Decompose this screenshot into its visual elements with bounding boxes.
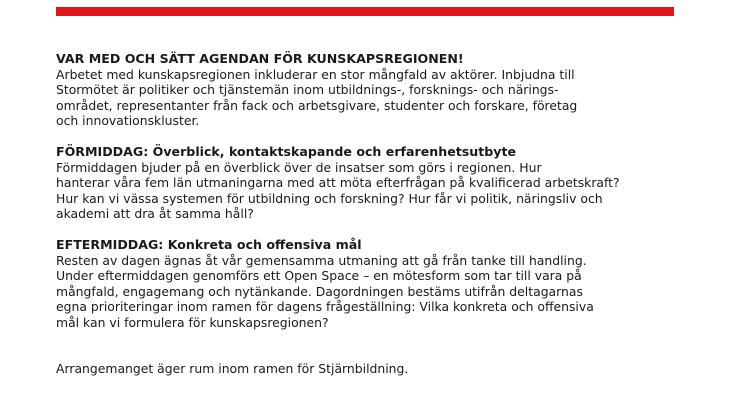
- header-red-bar: [56, 7, 674, 16]
- document-body: [56, 51, 696, 377]
- text-line: Stormötet är politiker och tjänstemän inom utbildnings-, forsknings- och närings-: [56, 82, 559, 97]
- section-text: [56, 160, 696, 222]
- text-line: mångfald, engagemang och nytänkande. Dagordningen bestäms utifrån deltagarnas: [56, 283, 583, 299]
- text-line: Förmiddagen bjuder på en överblick över de insatser som görs i regionen. Hur: [56, 159, 542, 175]
- section-heading: VAR MED OCH SÄTT AGENDAN FÖR KUNSKAPSREGIONEN!: [56, 51, 464, 66]
- section-heading: EFTERMIDDAG: Konkreta och offensiva mål: [56, 237, 362, 252]
- section-text: [56, 253, 696, 331]
- paragraph-spacer: [56, 346, 696, 362]
- text-line: Hur kan vi vässa systemen för utbildning och forskning? Hur får vi politik, näringsliv och: [56, 190, 603, 206]
- text-line: mål kan vi formulera för kunskapsregionen?: [56, 314, 329, 330]
- section-heading: FÖRMIDDAG: Överblick, kontaktskapande och erfarenhetsutbyte: [56, 144, 517, 159]
- section-formiddag: [56, 144, 696, 222]
- text-line: Under eftermiddagen genomförs ett Open Space – en mötesform som tar till vara på: [56, 268, 582, 283]
- text-line: Arbetet med kunskapsregionen inkluderar en stor mångfald av aktörer. Inbjudna till: [56, 66, 575, 82]
- text-line: akademi att dra åt samma håll?: [56, 206, 254, 221]
- text-line: egna prioriteringar inom ramen för dagens frågeställning: Vilka konkreta och offensiva: [56, 299, 594, 314]
- section-text: [56, 67, 696, 129]
- text-line: hanterar våra fem län utmaningarna med att möta efterfrågan på kvalificerad arbetskraft?: [56, 175, 620, 190]
- section-eftermiddag: [56, 237, 696, 330]
- text-line: Resten av dagen ägnas åt vår gemensamma utmaning att gå från tanke till handling.: [56, 252, 587, 268]
- text-line: och innovationskluster.: [56, 113, 200, 128]
- section-intro: [56, 51, 696, 129]
- footer-note: Arrangemanget äger rum inom ramen för Stjärnbildning.: [56, 361, 409, 376]
- text-line: området, representanter från fack och arbetsgivare, studenter och forskare, företag: [56, 97, 578, 113]
